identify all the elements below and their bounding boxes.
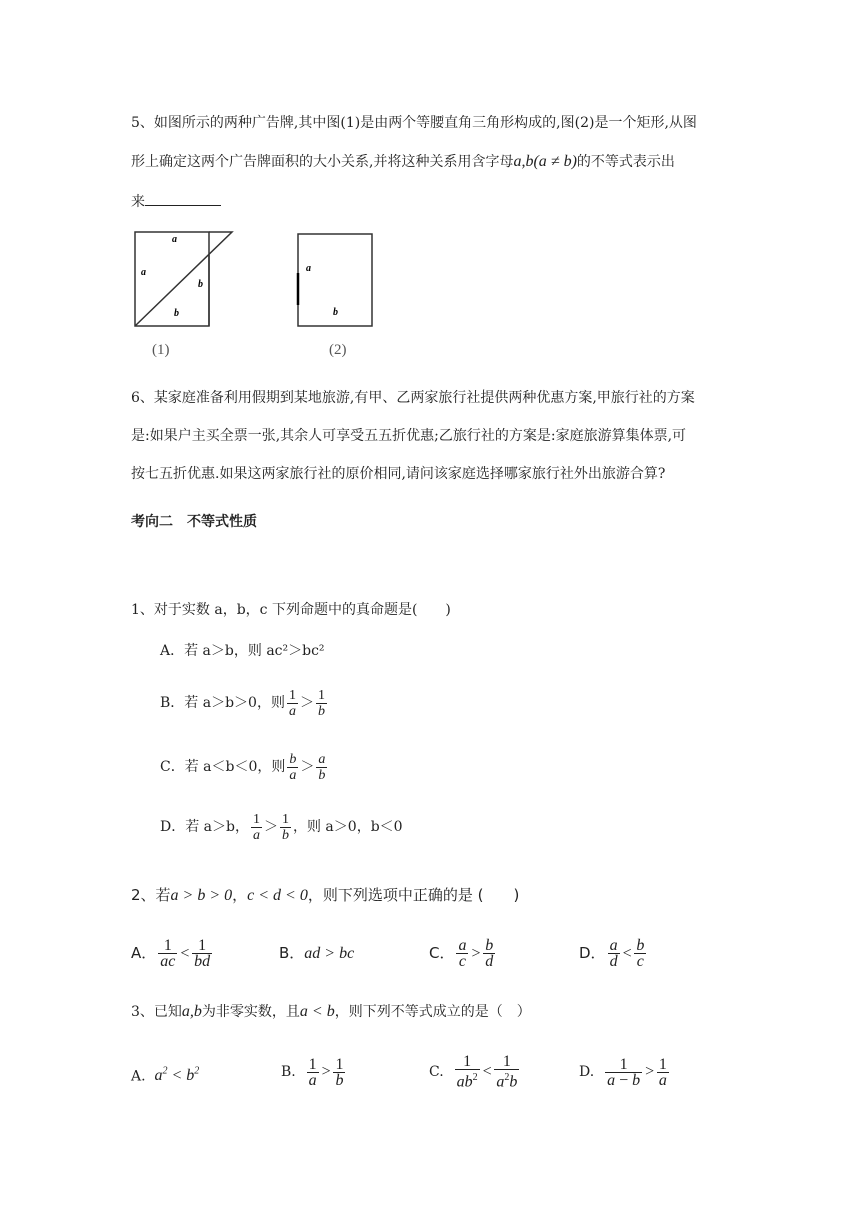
frac-b-over-d: $\frac{b}{d}$ [485, 937, 494, 970]
frac-1-over-bd: $\frac{1}{bd}$ [194, 937, 211, 970]
p3-c-label: C. [429, 1064, 444, 1080]
frac-1-over-b: $\frac{1}{b}$ [317, 687, 325, 719]
q5-line2-math: a,b(a ≠ b) [513, 153, 577, 170]
p3-options [131, 1052, 751, 1098]
p2-stem-prefix: 2、若 [131, 886, 171, 904]
frac-1-over-a-p3: $\frac{1}{a}$ [308, 1055, 317, 1089]
fig2-label-a: a [306, 263, 311, 274]
p2-option-b [279, 934, 354, 973]
p1-option-a: A．若 a＞b，则 ac²＞bc² [160, 643, 325, 659]
p1-option-d-prefix: D．若 a＞b， [160, 819, 249, 835]
p2-b-label: B． [279, 944, 305, 962]
p3-d-label: D. [579, 1064, 595, 1080]
p2-stem-sep: ， [232, 886, 248, 904]
p2-d-label: D． [579, 944, 606, 962]
q5-line2-suffix: 的不等式表示出 [576, 154, 675, 170]
frac-1-over-b-p3: $\frac{1}{b}$ [335, 1055, 344, 1089]
p2-stem-math1: a > b > 0 [170, 887, 233, 904]
frac-a-over-b: $\frac{a}{b}$ [318, 751, 326, 783]
p3-option-d: D. $\frac{1}{a - b}$ > $\frac{1}{a}$ [579, 1055, 667, 1089]
p1-option-b: B．若 a＞b＞0，则 $\frac{1}{a}$ ＞ $\frac{1}{b}$ [160, 687, 325, 719]
p1-option-c: C．若 a＜b＜0，则 $\frac{b}{a}$ ＞ $\frac{a}{b}$ [160, 751, 326, 783]
fig1-label-a-top: a [172, 234, 177, 245]
frac-a-over-d: $\frac{a}{d}$ [609, 937, 618, 970]
figure-1 [125, 225, 250, 335]
p3-a-math: $a^2 < b^2$ [154, 1066, 200, 1085]
p2-a-label: A． [131, 944, 157, 962]
frac-b-over-c: $\frac{b}{c}$ [636, 937, 645, 970]
p2-option-c: C． $\frac{a}{c}$ > $\frac{b}{d}$ [429, 937, 494, 970]
q5-line2 [131, 152, 675, 172]
q6-line3: 按七五折优惠.如果这两家旅行社的原价相同,请问该家庭选择哪家旅行社外出旅游合算? [131, 466, 666, 482]
p1-stem: 1、对于实数 a，b，c 下列命题中的真命题是( ) [131, 602, 451, 618]
fig1-label-b-right: b [198, 279, 203, 290]
fig2-caption: (2) [329, 342, 347, 358]
p3-stem-mid: 为非零实数，且 [201, 1004, 300, 1020]
frac-1-over-a: $\frac{1}{a}$ [288, 687, 296, 719]
p3-option-b: B. $\frac{1}{a}$ > $\frac{1}{b}$ [281, 1055, 344, 1089]
q5-line3 [131, 191, 221, 212]
q5-line1: 5、如图所示的两种广告牌,其中图(1)是由两个等腰直角三角形构成的,图(2)是一个矩形,从图 [131, 115, 697, 131]
p1-option-d-suffix: ，则 a＞0，b＜0 [292, 819, 403, 835]
p2-options [131, 934, 731, 978]
frac-a-over-c: $\frac{a}{c}$ [458, 937, 467, 970]
frac-1-over-a-p3d: $\frac{1}{a}$ [658, 1055, 667, 1089]
p3-a-label: A. [131, 1068, 146, 1085]
p1-option-d: D．若 a＞b， $\frac{1}{a}$ ＞ $\frac{1}{b}$ ，则 a＞0，b＜0 [160, 811, 403, 843]
frac-b-over-a: $\frac{b}{a}$ [289, 751, 297, 783]
p3-stem-prefix: 3、已知 [131, 1004, 182, 1020]
fig1-triangle-edge [135, 232, 232, 326]
p2-stem-suffix: ，则下列选项中正确的是 ( ) [307, 886, 520, 904]
frac-1-over-ac: $\frac{1}{ac}$ [160, 937, 176, 970]
p3-option-c: C. $\frac{1}{ab^2}$ < $\frac{1}{a^2b}$ [429, 1053, 518, 1091]
p3-stem-suffix: ，则下列不等式成立的是（ ） [334, 1004, 531, 1020]
p2-option-d: D． $\frac{a}{d}$ < $\frac{b}{c}$ [579, 937, 645, 970]
p1-option-b-prefix: B．若 a＞b＞0，则 [160, 695, 285, 711]
p3-b-label: B. [281, 1064, 296, 1080]
fig1-caption: (1) [152, 342, 170, 358]
q6-line2: 是:如果户主买全票一张,其余人可享受五五折优惠;乙旅行社的方案是:家庭旅游算集体票,可 [131, 428, 687, 444]
p2-option-a: A． $\frac{1}{ac}$ < $\frac{1}{bd}$ [131, 937, 211, 970]
frac-1-over-a2b: $\frac{1}{a^2b}$ [496, 1053, 518, 1091]
p3-stem-math2: a < b [299, 1003, 335, 1020]
fig1-label-a-left: a [141, 267, 146, 278]
p3-stem [131, 1002, 531, 1022]
q5-line2-prefix: 形上确定这两个广告牌面积的大小关系,并将这种关系用含字母 [131, 154, 514, 170]
p3-option-a [131, 1052, 199, 1096]
fig1-label-b-bottom: b [174, 308, 179, 319]
p3-stem-math1: a,b [181, 1003, 202, 1020]
section-title: 考向二 不等式性质 [131, 514, 257, 530]
answer-blank [145, 191, 221, 206]
q5-line3-prefix: 来 [131, 194, 145, 210]
frac-1-over-b-d: $\frac{1}{b}$ [281, 811, 289, 843]
fig2-label-b: b [333, 307, 338, 318]
frac-1-over-a-d: $\frac{1}{a}$ [252, 811, 260, 843]
p2-stem-math2: c < d < 0 [247, 887, 308, 904]
p2-c-label: C． [429, 944, 455, 962]
figure-2 [290, 225, 380, 335]
p2-stem [131, 884, 519, 907]
p2-b-math: ad > bc [304, 945, 355, 962]
frac-1-over-a-minus-b: $\frac{1}{a - b}$ [607, 1055, 641, 1089]
p1-option-c-prefix: C．若 a＜b＜0，则 [160, 759, 286, 775]
q6-line1: 6、某家庭准备利用假期到某地旅游,有甲、乙两家旅行社提供两种优惠方案,甲旅行社的方案 [131, 390, 695, 406]
frac-1-over-ab2: $\frac{1}{ab^2}$ [456, 1053, 478, 1091]
